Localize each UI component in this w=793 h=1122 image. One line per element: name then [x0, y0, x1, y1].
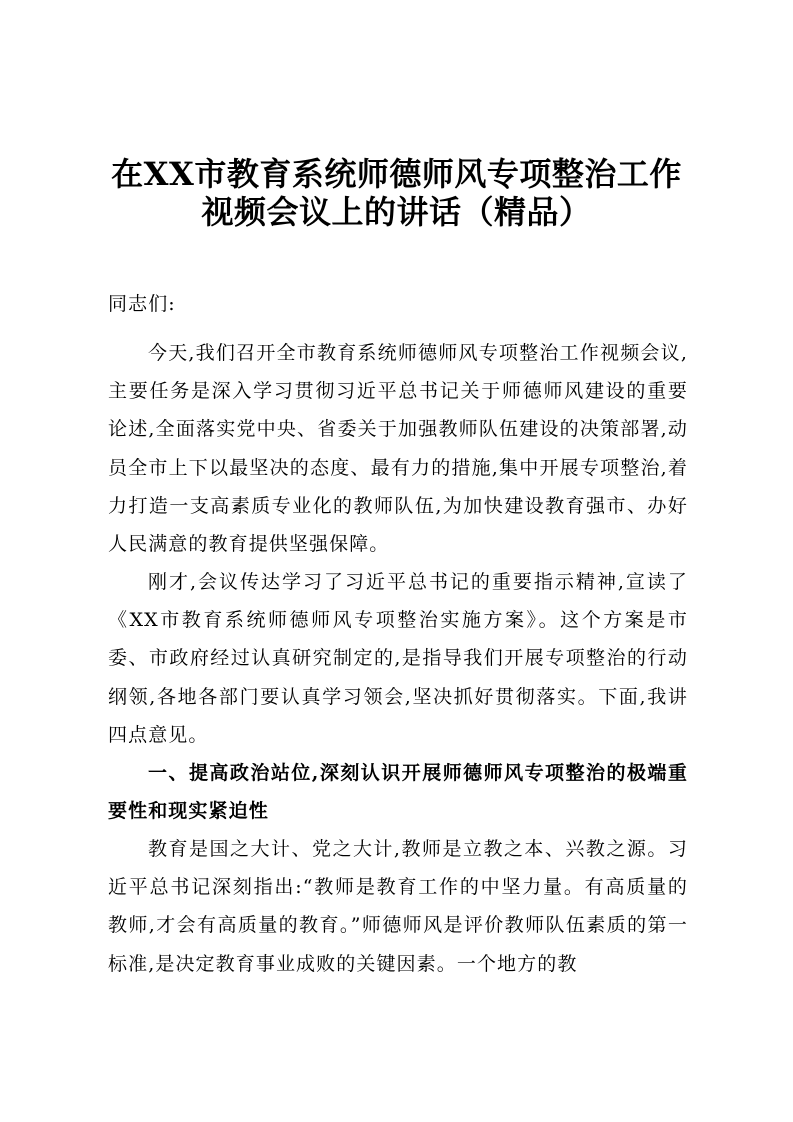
salutation: 同志们:: [108, 293, 176, 315]
paragraph-overview: 刚才,会议传达学习了习近平总书记的重要指示精神,宣读了《XX市教育系统师德师风专项整治实施方案》。这个方案是市委、市政府经过认真研究制定的,是指导我们开展专项整治的行动纲领,各地各部门要认真学习领会,坚决抓好贯彻落实。下面,我讲四点意见。: [108, 571, 688, 746]
section-heading-1: 一、提高政治站位,深刻认识开展师德师风专项整治的极端重要性和现实紧迫性: [108, 762, 688, 823]
paragraph-opening: 今天,我们召开全市教育系统师德师风专项整治工作视频会议,主要任务是深入学习贯彻习近平总书记关于师德师风建设的重要论述,全面落实党中央、省委关于加强教师队伍建设的决策部署,动员全市上下以最坚决的态度、最有力的措施,集中开展专项整治,着力打造一支高素质专业化的教师队伍,为加快建设教育强市、办好人民满意的教育提供坚强保障。: [108, 342, 688, 556]
paragraph-section-1: 教育是国之大计、党之大计,教师是立教之本、兴教之源。习近平总书记深刻指出:“教师是教育工作的中坚力量。有高质量的教师,才会有高质量的教育。”师德师风是评价教师队伍素质的第一标准,是决定教育事业成败的关键因素。一个地方的教: [108, 838, 688, 975]
title-line-2: 视频会议上的讲话（精品）: [201, 193, 592, 231]
title-line-1: 在XX市教育系统师德师风专项整治工作: [111, 155, 682, 193]
document-title: [90, 155, 703, 231]
